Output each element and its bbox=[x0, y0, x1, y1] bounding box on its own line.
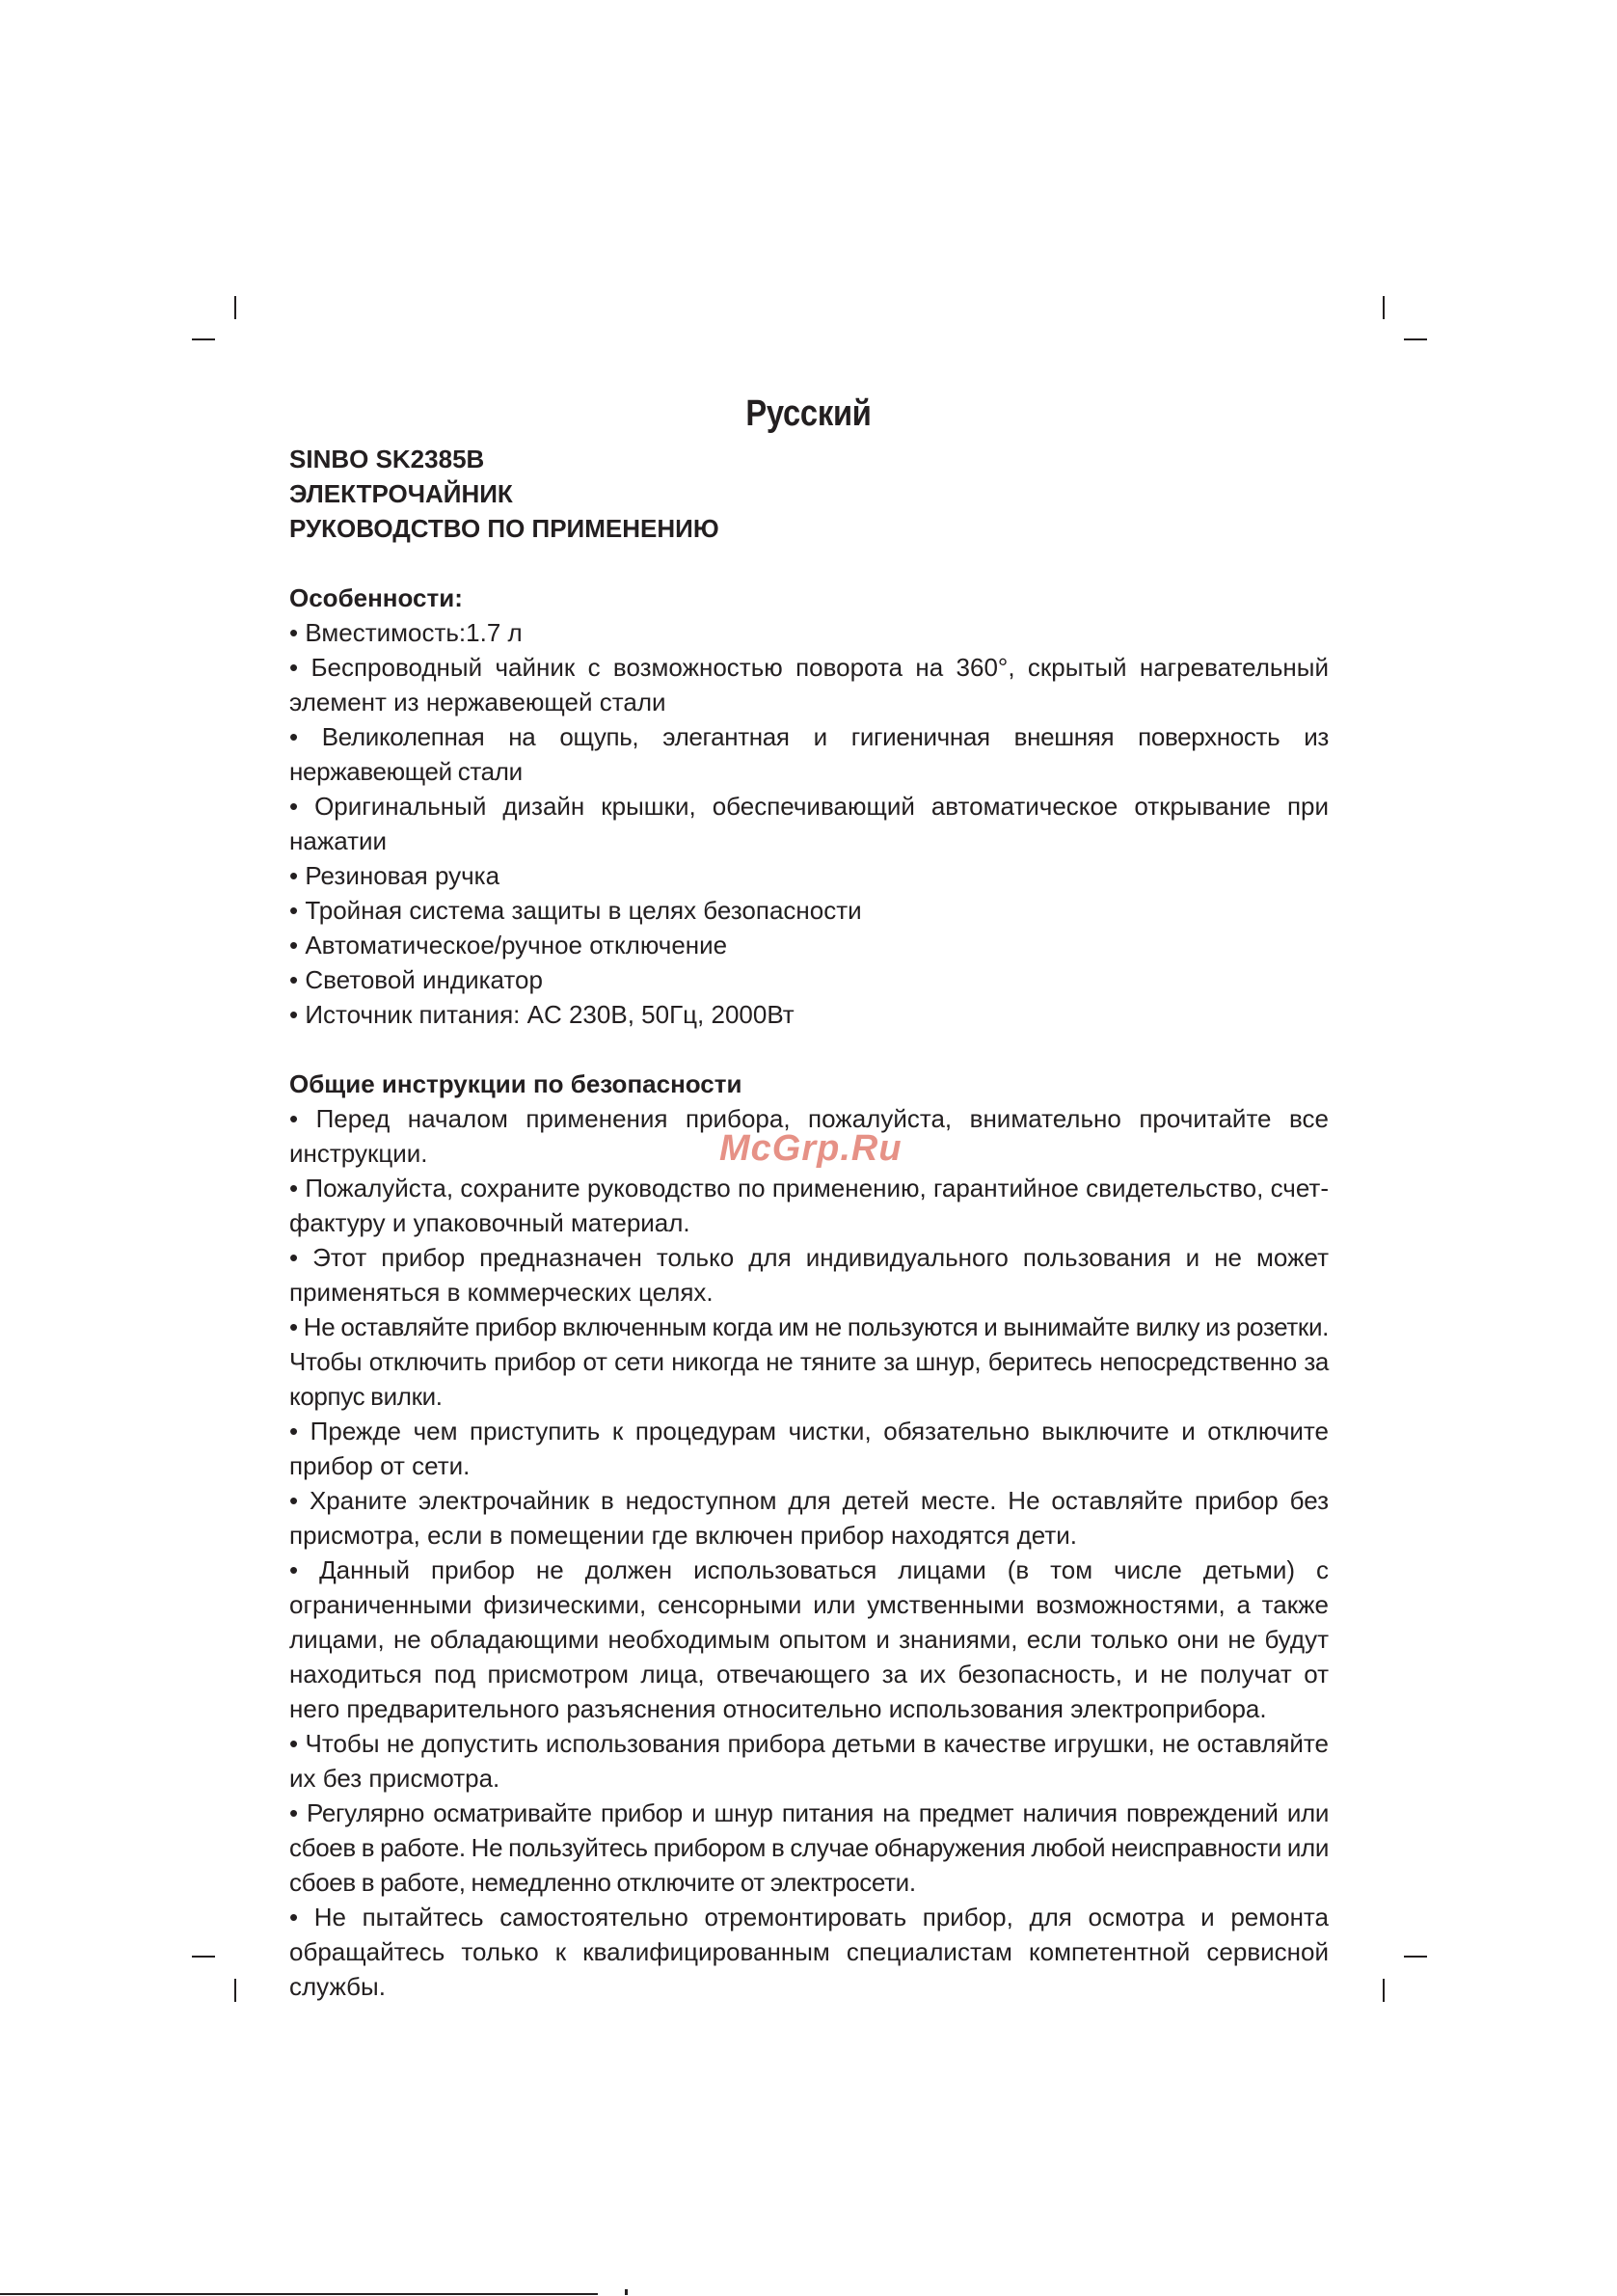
bottom-tick bbox=[625, 2289, 628, 2295]
list-item: • Резиновая ручка bbox=[289, 858, 1329, 893]
list-item: • Беспроводный чайник с возможностью поворота на 360°, скрытый нагревательный элемент из нержавеющей стали bbox=[289, 650, 1329, 719]
list-item: • Не пытайтесь самостоятельно отремонтировать прибор, для осмотра и ремонта обращайтесь только к квалифицированным специалистам компетентной сервисной службы. bbox=[289, 1900, 1329, 2004]
safety-heading: Общие инструкции по безопасности bbox=[289, 1069, 742, 1098]
list-item: • Тройная система защиты в целях безопасности bbox=[289, 893, 1329, 928]
list-item: • Не оставляйте прибор включенным когда им не пользуются и вынимайте вилку из розетки. Чтобы отключить прибор от сети никогда не тяните за шнур, беритесь непосредственно за корпус вилки. bbox=[289, 1310, 1329, 1414]
list-item: • Прежде чем приступить к процедурам чистки, обязательно выключите и отключите прибор от сети. bbox=[289, 1414, 1329, 1483]
crop-mark-bottom-left-vertical bbox=[234, 1979, 236, 2002]
features-heading: Особенности: bbox=[289, 583, 463, 612]
list-item: • Перед началом применения прибора, пожалуйста, внимательно прочитайте все инструкции. bbox=[289, 1101, 1329, 1171]
page-title: Русский bbox=[745, 393, 872, 434]
crop-mark-bottom-left-horizontal bbox=[192, 1956, 215, 1958]
list-item: • Храните электрочайник в недоступном для детей месте. Не оставляйте прибор без присмотра, если в помещении где включен прибор находятся дети. bbox=[289, 1483, 1329, 1553]
list-item: • Этот прибор предназначен только для индивидуального пользования и не может применяться в коммерческих целях. bbox=[289, 1240, 1329, 1310]
list-item: • Пожалуйста, сохраните руководство по применению, гарантийное свидетельство, счет-фактуру и упаковочный материал. bbox=[289, 1171, 1329, 1240]
list-item: • Оригинальный дизайн крышки, обеспечивающий автоматическое открывание при нажатии bbox=[289, 789, 1329, 858]
list-item: • Регулярно осматривайте прибор и шнур питания на предмет наличия повреждений или сбоев в работе. Не пользуйтесь прибором в случае обнаружения любой неисправности или сбоев в работе, немедленно отключите от электросети. bbox=[289, 1796, 1329, 1900]
list-item: • Источник питания: AC 230В, 50Гц, 2000Вт bbox=[289, 997, 1329, 1032]
features-list bbox=[289, 615, 1329, 1032]
model-name: SINBO SK2385B bbox=[289, 445, 485, 473]
manual-title: РУКОВОДСТВО ПО ПРИМЕНЕНИЮ bbox=[289, 514, 719, 543]
list-item: • Данный прибор не должен использоваться лицами (в том числе детьми) с ограниченными физическими, сенсорными или умственными возможностями, а также лицами, не обладающими необходимым опытом и знаниями, если только они не будут находиться под присмотром лица, отвечающего за их безопасность, и не получат от него предварительного разъяснения относительно использования электроприбора. bbox=[289, 1553, 1329, 1726]
crop-mark-bottom-right-horizontal bbox=[1404, 1956, 1427, 1958]
list-item: • Чтобы не допустить использования прибора детьми в качестве игрушки, не оставляйте их без присмотра. bbox=[289, 1726, 1329, 1796]
crop-mark-top-right-vertical bbox=[1383, 296, 1385, 319]
crop-mark-top-right-horizontal bbox=[1404, 338, 1427, 340]
crop-mark-top-left-vertical bbox=[234, 296, 236, 319]
list-item: • Автоматическое/ручное отключение bbox=[289, 928, 1329, 962]
crop-mark-top-left-horizontal bbox=[192, 338, 215, 340]
watermark: McGrp.Ru bbox=[719, 1128, 903, 1169]
list-item: • Световой индикатор bbox=[289, 962, 1329, 997]
document-body bbox=[289, 442, 1329, 2004]
list-item: • Великолепная на ощупь, элегантная и гигиеничная внешняя поверхность из нержавеющей стали bbox=[289, 719, 1329, 789]
safety-list bbox=[289, 1101, 1329, 2004]
crop-mark-bottom-right-vertical bbox=[1383, 1979, 1385, 2002]
list-item: • Вместимость:1.7 л bbox=[289, 615, 1329, 650]
bottom-rule bbox=[0, 2293, 598, 2295]
product-name: ЭЛЕКТРОЧАЙНИК bbox=[289, 479, 513, 508]
